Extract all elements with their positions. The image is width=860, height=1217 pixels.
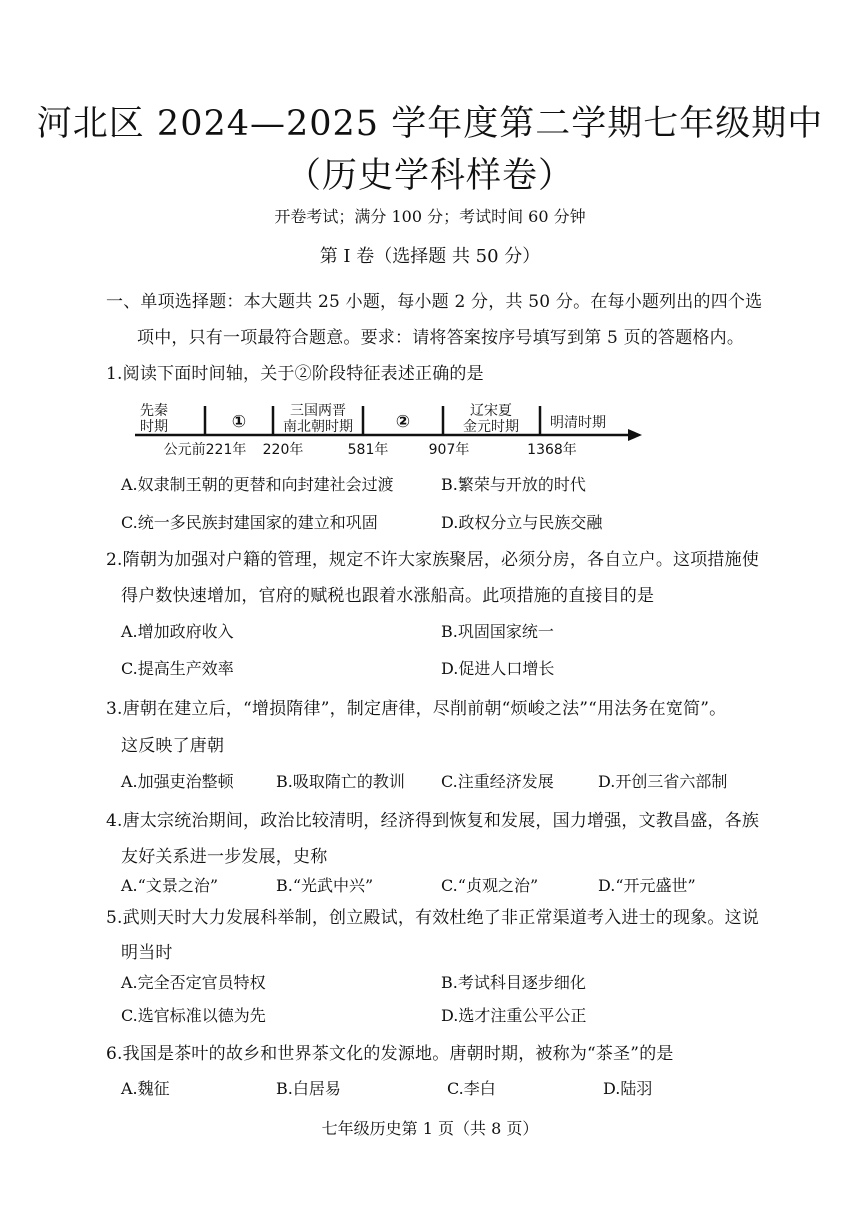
question-4-option-d: D.“开元盛世” bbox=[598, 876, 696, 895]
history-timeline bbox=[130, 398, 650, 458]
timeline-period-liao-song: 辽宋夏 bbox=[470, 403, 512, 419]
question-4-stem-line-2: 友好关系进一步发展，史称 bbox=[121, 847, 328, 867]
question-3-option-d: D.开创三省六部制 bbox=[598, 772, 728, 791]
question-2-stem-line-2: 得户数快速增加，官府的赋税也跟着水涨船高。此项措施的直接目的是 bbox=[121, 586, 655, 606]
question-1-stem: 1.阅读下面时间轴，关于②阶段特征表述正确的是 bbox=[106, 364, 484, 384]
question-2-option-a: A.增加政府收入 bbox=[121, 622, 234, 641]
question-4-option-a: A.“文景之治” bbox=[121, 876, 219, 895]
question-6-stem: 6.我国是茶叶的故乡和世界茶文化的发源地。唐朝时期，被称为“茶圣”的是 bbox=[106, 1044, 674, 1064]
timeline-period-ming-qing: 明清时期 bbox=[550, 415, 606, 431]
instructions-line-1: 一、单项选择题：本大题共 25 小题，每小题 2 分，共 50 分。在每小题列出的四个选 bbox=[106, 292, 763, 312]
question-3-stem-line-2: 这反映了唐朝 bbox=[121, 736, 225, 756]
timeline-period-southern-northern: 南北朝时期 bbox=[283, 419, 353, 435]
timeline-stage-2: ② bbox=[395, 412, 411, 432]
question-6-option-d: D.陆羽 bbox=[603, 1079, 653, 1098]
timeline-year-581: 581年 bbox=[347, 442, 389, 458]
question-3-option-c: C.注重经济发展 bbox=[441, 772, 554, 791]
question-3-stem-line-1: 3.唐朝在建立后，“增损隋律”，制定唐律，尽削前朝“烦峻之法”“用法务在宽简”。 bbox=[106, 699, 727, 719]
instructions-line-2: 项中，只有一项最符合题意。要求：请将答案按序号填写到第 5 页的答题格内。 bbox=[137, 328, 745, 348]
question-2-option-b: B.巩固国家统一 bbox=[441, 622, 554, 641]
question-2-option-d: D.促进人口增长 bbox=[441, 659, 555, 678]
timeline-period-pre-qin-1: 先秦 bbox=[140, 403, 168, 419]
section-title: 第 I 卷（选择题 共 50 分） bbox=[319, 246, 541, 267]
timeline-period-jin-yuan: 金元时期 bbox=[463, 419, 519, 435]
timeline-period-three-kingdoms: 三国两晋 bbox=[290, 403, 346, 419]
question-5-option-d: D.选才注重公平公正 bbox=[441, 1006, 587, 1025]
question-6-option-a: A.魏征 bbox=[121, 1079, 170, 1098]
timeline-year-220: 220年 bbox=[262, 442, 304, 458]
question-2-option-c: C.提高生产效率 bbox=[121, 659, 234, 678]
question-5-option-b: B.考试科目逐步细化 bbox=[441, 973, 586, 992]
question-5-option-c: C.选官标准以德为先 bbox=[121, 1006, 266, 1025]
question-6-option-c: C.李白 bbox=[447, 1079, 496, 1098]
question-4-option-b: B.“光武中兴” bbox=[276, 876, 374, 895]
question-1-option-d: D.政权分立与民族交融 bbox=[441, 513, 603, 532]
question-5-stem-line-2: 明当时 bbox=[121, 943, 173, 963]
exam-title: 河北区 2024—2025 学年度第二学期七年级期中 bbox=[36, 104, 824, 144]
timeline-period-pre-qin-2: 时期 bbox=[140, 419, 168, 435]
exam-subtitle: （历史学科样卷） bbox=[285, 156, 574, 196]
question-4-option-c: C.“贞观之治” bbox=[441, 876, 539, 895]
timeline-stage-1: ① bbox=[231, 412, 247, 432]
question-3-option-a: A.加强吏治整顿 bbox=[121, 772, 234, 791]
question-1-option-c: C.统一多民族封建国家的建立和巩固 bbox=[121, 513, 378, 532]
question-3-option-b: B.吸取隋亡的教训 bbox=[276, 772, 405, 791]
question-6-option-b: B.白居易 bbox=[276, 1079, 341, 1098]
exam-info: 开卷考试；满分 100 分；考试时间 60 分钟 bbox=[274, 207, 586, 226]
page-footer: 七年级历史第 1 页（共 8 页） bbox=[321, 1119, 539, 1138]
question-5-option-a: A.完全否定官员特权 bbox=[121, 973, 266, 992]
question-1-option-a: A.奴隶制王朝的更替和向封建社会过渡 bbox=[121, 475, 394, 494]
timeline-year-1368: 1368年 bbox=[527, 442, 577, 458]
question-5-stem-line-1: 5.武则天时大力发展科举制，创立殿试，有效杜绝了非正常渠道考入进士的现象。这说 bbox=[106, 908, 760, 928]
timeline-year-221bc: 公元前221年 bbox=[163, 442, 247, 458]
question-4-stem-line-1: 4.唐太宗统治期间，政治比较清明，经济得到恢复和发展，国力增强，文教昌盛，各族 bbox=[106, 811, 760, 831]
timeline-year-907: 907年 bbox=[428, 442, 470, 458]
question-1-option-b: B.繁荣与开放的时代 bbox=[441, 475, 586, 494]
question-2-stem-line-1: 2.隋朝为加强对户籍的管理，规定不许大家族聚居，必须分房，各自立户。这项措施使 bbox=[106, 550, 760, 570]
